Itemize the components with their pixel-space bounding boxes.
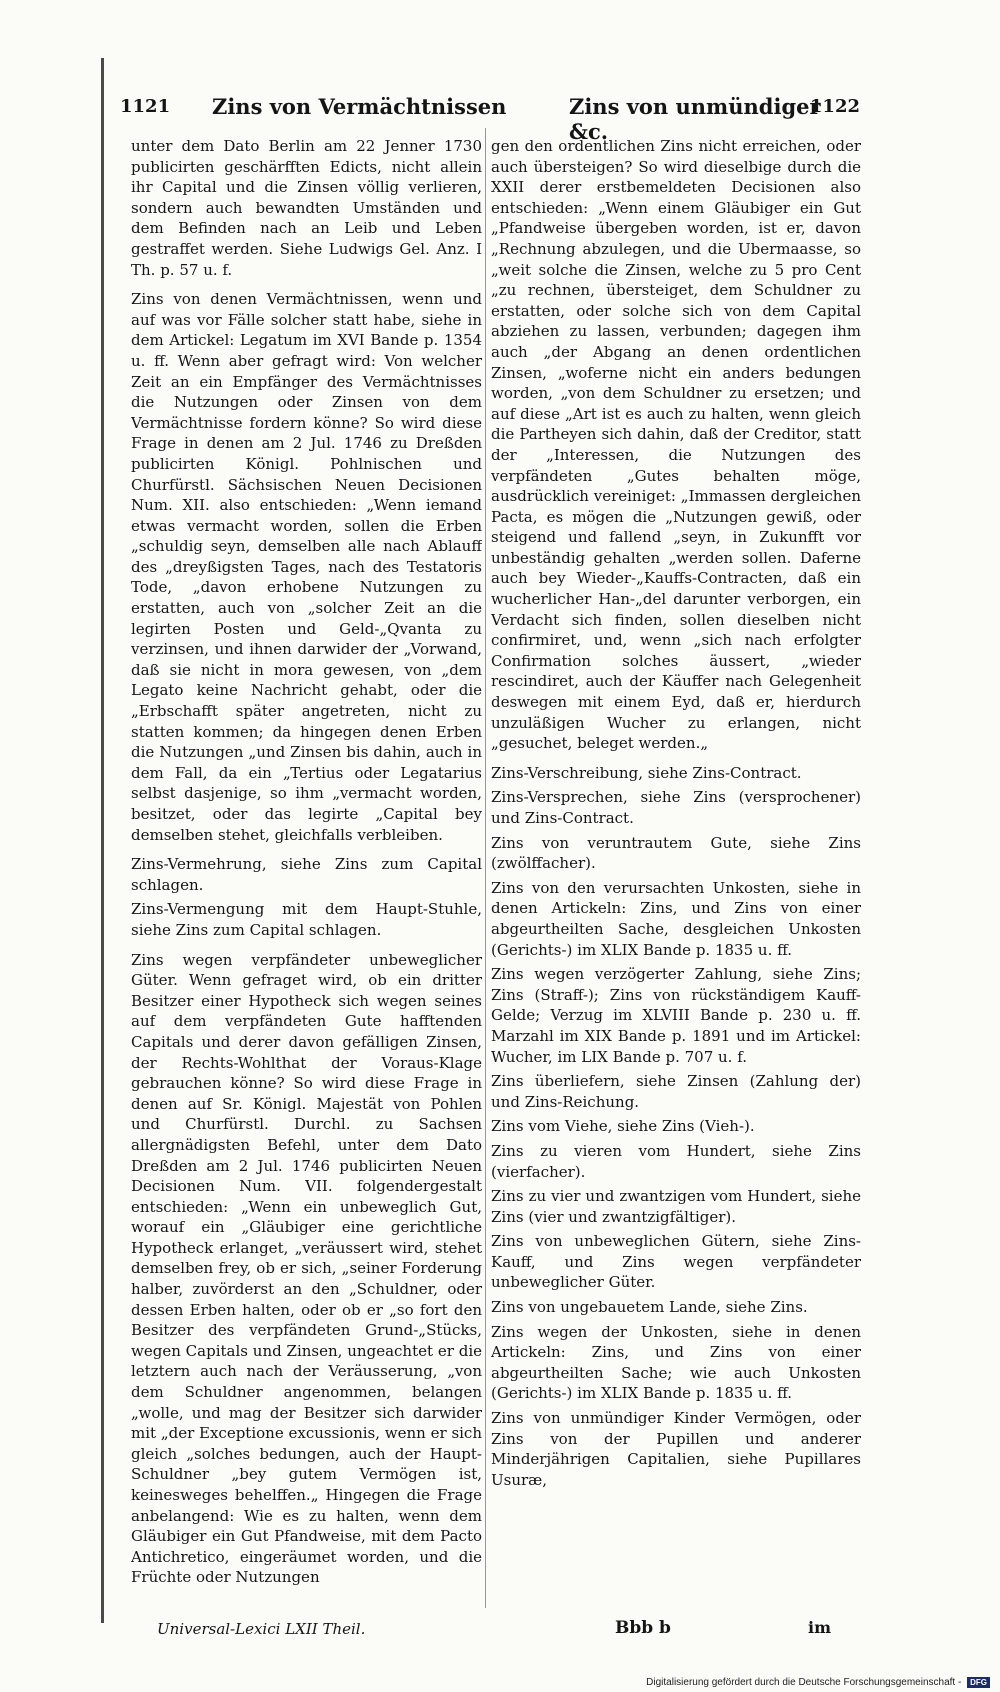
entry-paragraph: Zins von unmündiger Kinder Vermögen, oder Zins von der Pupillen und anderer Minderjährigen Capitalien, siehe Pupillares Usuræ, <box>491 1409 861 1489</box>
dfg-logo-icon: DFG <box>967 1677 990 1688</box>
digitization-credit <box>0 1677 1000 1688</box>
entry-paragraph: Zins von den verursachten Unkosten, siehe in denen Artickeln: Zins, und Zins von einer abgeurtheilten Sache, desgleichen Unkosten (Gerichts-) im XLIX Bande p. 1835 u. ff. <box>491 878 861 959</box>
entry-paragraph: Zins von veruntrautem Gute, siehe Zins (zwölffacher). <box>491 833 861 873</box>
sheet-signature: Bbb b <box>615 1618 671 1638</box>
running-title-left: Zins von Vermächtnissen <box>212 94 507 119</box>
entry-paragraph: Zins zu vier und zwantzigen vom Hundert, siehe Zins (vier und zwantzigfältiger). <box>491 1187 861 1226</box>
entry-paragraph: Zins vom Viehe, siehe Zins (Vieh-). <box>491 1117 755 1136</box>
page-edge-line <box>101 58 104 1623</box>
entry-paragraph: Zins von unbeweglichen Gütern, siehe Zins-Kauff, und Zins wegen verpfändeter unbeweglicher Güter. <box>491 1232 861 1292</box>
entry-paragraph: Zins von denen Vermächtnissen, wenn und auf was vor Fälle solcher statt habe, siehe in dem Artickel: Legatum im XVI Bande p. 1354 u. ff. Wenn aber gefragt wird: Von welcher Zeit an ein Empfänger des Vermächtnisses die Nutzungen oder Zinsen von dem Vermächtnisse fordern könne? So wird diese Frage in denen am 2 Jul. 1746 zu Dreßden publicirten Königl. Pohlnischen und Churfürstl. Sächsischen Neuen Decisionen Num. XII. also entschieden: „Wenn iemand etwas vermacht worden, sollen die Erben „schuldig seyn, demselben alle nach Ablauff des „dreyßigsten Tages, nach des Testatoris Tode, „davon erhobene Nutzungen zu erstatten, auch von „solcher Zeit an die legirten Posten und Geld-„Qvanta zu verzinsen, und ihnen darwider der „Vorwand, daß sie nicht in mora gewesen, von „dem Legato keine Nachricht gehabt, oder die „Erbschafft später angetreten, nicht zu statten kommen; da hingegen denen Erben die Nutzungen „und Zinsen bis dahin, auch in dem Fall, da ein „Tertius oder Legatarius selbst dasjenige, so ihm „vermacht worden, besitzet, oder das legirte „Capital bey demselben stehet, gleichfalls verbleiben. <box>131 290 482 844</box>
page-number-left: 1121 <box>120 96 171 117</box>
entry-paragraph: Zins-Versprechen, siehe Zins (versprochener) und Zins-Contract. <box>491 788 861 827</box>
column-separator <box>485 128 486 1608</box>
entry-paragraph: Zins-Verschreibung, siehe Zins-Contract. <box>491 763 802 782</box>
volume-signature: Universal-Lexici LXII Theil. <box>157 1620 366 1638</box>
entry-paragraph: Zins-Vermehrung, siehe Zins zum Capital schlagen. <box>131 855 482 894</box>
left-column <box>131 136 482 1646</box>
catchword: im <box>808 1618 832 1637</box>
entry-paragraph: Zins wegen der Unkosten, siehe in denen Artickeln: Zins, und Zins von einer abgeurtheilten Sache; wie auch Unkosten (Gerichts-) im XLIX Bande p. 1835 u. ff. <box>491 1322 861 1403</box>
entry-paragraph: Zins wegen verpfändeter unbeweglicher Güter. Wenn gefraget wird, ob ein dritter Besitzer einer Hypotheck sich wegen seines auf dem verpfändeten Gute hafftenden Capitals und derer davon gefälligen Zinsen, der Rechts-Wohlthat der Voraus-Klage gebrauchen könne? So wird diese Frage in denen auf Sr. Königl. Majestät von Pohlen und Churfürstl. Durchl. zu Sachsen allergnädigsten Befehl, unter dem Dato Dreßden am 2 Jul. 1746 publicirten Neuen Decisionen Num. VII. folgendergestalt entschieden: „Wenn ein unbeweglich Gut, worauf ein „Gläubiger eine gerichtliche Hypotheck erlanget, „veräussert wird, stehet demselben frey, ob er sich, „seiner Forderung halber, zuvörderst an den „Schuldner, oder dessen Erben halten, oder ob er „so fort den Besitzer des verpfändeten Grund-„Stücks, wegen Capitals und Zinsen, ungeachtet er die letztern auch nach der Veräusserung, „von dem Schuldner angenommen, belangen „wolle, und mag der Besitzer sich darwider mit „der Exceptione excussionis, wenn er sich gleich „solches bedungen, auch der Haupt-Schuldner „bey gutem Vermögen ist, keinesweges behelffen.„ Hingegen die Frage anbelangend: Wie es zu halten, wenn dem Gläubiger ein Gut Pfandweise, mit dem Pacto Antichretico, eingeräumet worden, und die Früchte oder Nutzungen <box>131 950 482 1587</box>
running-header <box>120 90 860 144</box>
page-number-right: 1122 <box>809 96 860 117</box>
entry-paragraph: Zins wegen verzögerter Zahlung, siehe Zins; Zins (Straff-); Zins von rückständigem Kauff-Gelde; Verzug im XLVIII Bande p. 230 u. ff. Marzahl im XIX Bande p. 1891 und im Artickel: Wucher, im LIX Bande p. 707 u. f. <box>491 965 861 1066</box>
entry-paragraph: Zins von ungebauetem Lande, siehe Zins. <box>491 1298 808 1317</box>
entry-paragraph: Zins-Vermengung mit dem Haupt-Stuhle, siehe Zins zum Capital schlagen. <box>131 900 482 939</box>
running-title-right: Zins von unmündiger &c. <box>569 94 821 144</box>
entry-paragraph: Zins überliefern, siehe Zinsen (Zahlung der) und Zins-Reichung. <box>491 1072 861 1111</box>
entry-paragraph: Zins zu vieren vom Hundert, siehe Zins (vierfacher). <box>491 1141 861 1181</box>
entry-paragraph: unter dem Dato Berlin am 22 Jenner 1730 publicirten geschärfften Edicts, nicht allein ihr Capital und die Zinsen völlig verlieren, sondern auch bewandten Umständen und dem Befinden nach an Leib und Leben gestraffet werden. Siehe Ludwigs Gel. Anz. I Th. p. 57 u. f. <box>131 137 482 279</box>
right-column <box>491 136 861 1646</box>
credit-text: Digitalisierung gefördert durch die Deutsche Forschungsgemeinschaft - <box>646 1677 962 1688</box>
entry-paragraph: gen den ordentlichen Zins nicht erreichen, oder auch übersteigen? So wird dieselbige durch die XXII derer erstbemeldeten Decisionen also entschieden: „Wenn einem Gläubiger ein Gut „Pfandweise übergeben worden, ist er, davon „Rechnung abzulegen, und die Ubermaasse, so „weit solche die Zinsen, welche zu 5 pro Cent „zu rechnen, übersteiget, dem Schuldner zu erstatten, oder solche sich von dem Capital abziehen zu lassen, verbunden; dagegen ihm auch „der Abgang an denen ordentlichen Zinsen, „woferne nicht ein anders bedungen worden, „von dem Schuldner zu ersetzen; und auf diese „Art ist es auch zu halten, wenn gleich die Partheyen sich dahin, daß der Creditor, statt der „Interessen, die Nutzungen des verpfändeten „Gutes behalten möge, ausdrücklich vereiniget: „Immassen dergleichen Pacta, es mögen die „Nutzungen gewiß, oder steigend und fallend „seyn, in Zukunfft vor unbeständig gehalten „werden sollen. Daferne auch bey Wieder-„Kauffs-Contracten, daß ein wucherlicher Han-„del darunter verborgen, ein Verdacht sich finden, sollen dieselben nicht confirmiret, und, wenn „sich nach erfolgter Confirmation solches äussert, „wieder rescindiret, auch der Käuffer nach Gelegenheit deswegen mit einem Eyd, daß er, hierdurch unzuläßigen Wucher zu erlangen, nicht „gesuchet, beleget werden.„ <box>491 137 861 753</box>
